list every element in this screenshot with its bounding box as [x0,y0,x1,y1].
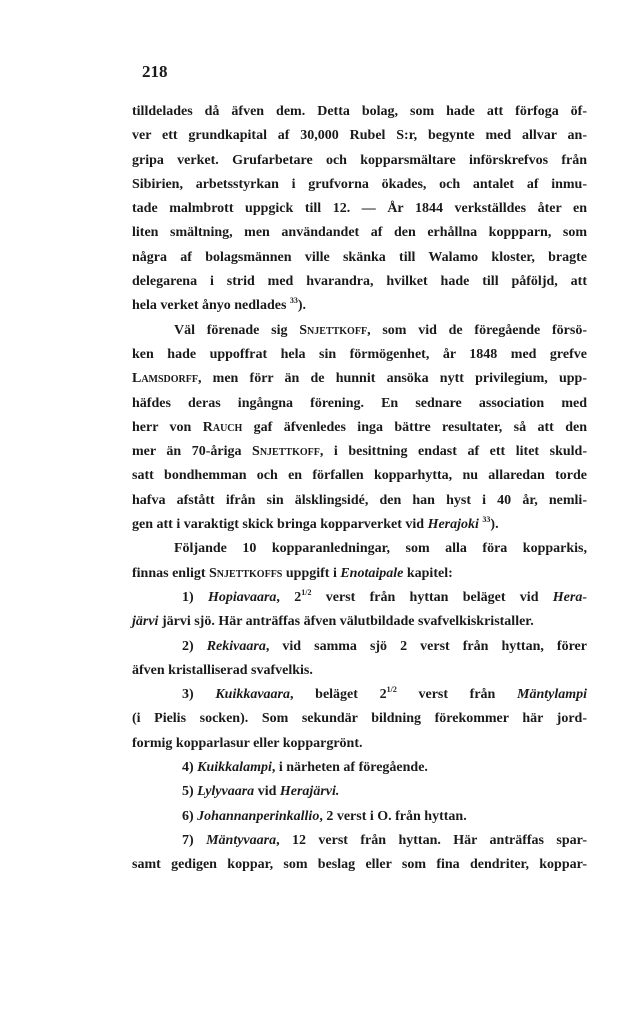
text-fragment: , men förr än de hunnit ansöka nytt privilegium, upp- [198,371,587,387]
person-name: Rauch [202,419,243,435]
list-item [132,635,587,659]
text-fragment: 5) [182,784,198,800]
text-line: delegarena i strid med hvarandra, hvilket hade till påföljd, att [132,274,587,290]
text-fragment: verst från hyttan beläget vid [311,589,553,605]
text-fragment: , beläget 2 [290,687,387,703]
text-fragment: hela verket ånyo nedlades [132,298,287,314]
place-name: Hopiavaara [207,589,277,605]
text-fragment: , som vid de föregående försö- [367,322,587,338]
text-line: ken hade uppoffrat hela sin förmögenhet, år 1848 med grefve [132,346,587,362]
text-line: tilldelades då äfven dem. Detta bolag, som hade att förfoga öf- [132,104,587,119]
text-line: hafva afstått ifrån sin älsklingsidé, den han hyst i 40 år, nemli- [132,492,587,508]
text-fragment: gaf äfvenledes inga bättre resultater, så att den [242,419,587,435]
place-name: järvi [132,614,159,630]
text-line: tade malmbrott uppgick till 12. — År 1844 verkställdes åter en [132,201,587,217]
text-line: liten smältning, men användandet af den erhållna koppparn, som [132,225,587,241]
text-line [132,367,587,391]
text-fragment: kapitel: [403,565,453,581]
person-name: Snjettkoff [252,444,320,460]
text-line: ver ett grundkapital af 30,000 Rubel S:r, begynte med allvar an- [132,128,587,144]
text-line [132,440,587,464]
place-name: Johannanperinkallio [197,808,320,824]
place-name: Mäntyvaara [206,832,277,848]
place-name: Kuikkavaara [215,687,291,703]
text-fragment: gen att i varaktigt skick bringa kopparverket vid [132,517,428,533]
list-item [132,683,587,707]
text-fragment: 1) [182,589,208,605]
text-fragment: 2) [182,638,207,654]
page-number: 218 [142,62,168,81]
text-line: Sibirien, arbetsstyrkan i grufvorna ökades, och antalet af inmu- [132,176,587,192]
text-fragment: ). [490,517,499,533]
place-name: Rekivaara [206,638,266,654]
place-name: Herajoki [427,517,479,533]
body-text [132,100,587,878]
text-line: satt bondhemman och en förfallen kopparhytta, nu allaredan torde [132,468,587,484]
text-line: formig kopparlasur eller koppargrönt. [132,735,363,751]
text-line [132,513,587,537]
text-line [132,610,587,634]
text-fragment: järvi sjö. Här anträffas äfven välutbildade svafvelkiskristaller. [161,614,534,630]
person-name: Lamsdorff [132,371,198,387]
text-line: Följande 10 kopparanledningar, som alla föra kopparkis, [174,541,587,557]
fraction: 1/2 [386,685,397,695]
text-line [132,319,587,343]
list-item [132,780,587,804]
person-name: Snjettkoffs [209,565,283,581]
place-name: Hera- [552,589,587,605]
text-fragment: , 12 verst från hyttan. Här anträffas spar- [276,832,587,848]
list-item [132,586,587,610]
text-fragment: mer än 70-åriga [132,444,253,460]
text-line [132,562,587,586]
list-item [132,805,587,829]
person-name: Snjettkoff [299,322,368,338]
footnote-ref: 33 [289,296,298,306]
place-name: Herajärvi. [279,784,340,800]
text-fragment: herr von [132,419,203,435]
place-name: Mäntylampi [517,687,588,703]
text-fragment: , i besittning endast af ett litet skuld- [319,444,587,460]
footnote-ref: 33 [482,515,491,525]
place-name: Kuikkalampi [197,760,272,776]
text-line [132,294,587,318]
text-line: (i Pielis socken). Som sekundär bildning förekommer här jord- [132,711,587,727]
text-line: häfdes deras ingångna förening. En sednare association med [132,395,587,411]
list-item [132,756,587,780]
text-line: några af bolagsmännen ville skänka till Walamo kloster, bragte [132,249,587,265]
text-line: äfven kristalliserad svafvelkis. [132,662,313,678]
text-fragment: , i närheten af föregående. [271,760,428,776]
text-fragment: finnas enligt [132,565,210,581]
text-line [132,416,587,440]
text-fragment: vid [254,784,280,800]
text-fragment: 4) [182,760,198,776]
text-fragment: , 2 [276,589,302,605]
text-fragment: , 2 verst i O. från hyttan. [319,808,467,824]
source-title: Enotaipale [340,565,404,581]
text-line: gripa verket. Grufarbetare och kopparsmältare införskrefvos från [132,152,587,168]
text-fragment: uppgift i [282,565,341,581]
place-name: Lylyvaara [197,784,255,800]
text-fragment: 3) [182,687,216,703]
text-fragment: 6) [182,808,198,824]
text-fragment: 7) [182,832,207,848]
text-fragment: Väl förenade sig [174,322,300,338]
list-item [132,829,587,853]
text-fragment: verst från [396,687,517,703]
text-fragment: , vid samma sjö 2 verst från hyttan, förer [265,638,587,654]
fraction: 1/2 [301,587,312,597]
text-line: samt gedigen koppar, som beslag eller som fina dendriter, koppar- [132,857,587,873]
text-fragment: ). [297,298,307,314]
